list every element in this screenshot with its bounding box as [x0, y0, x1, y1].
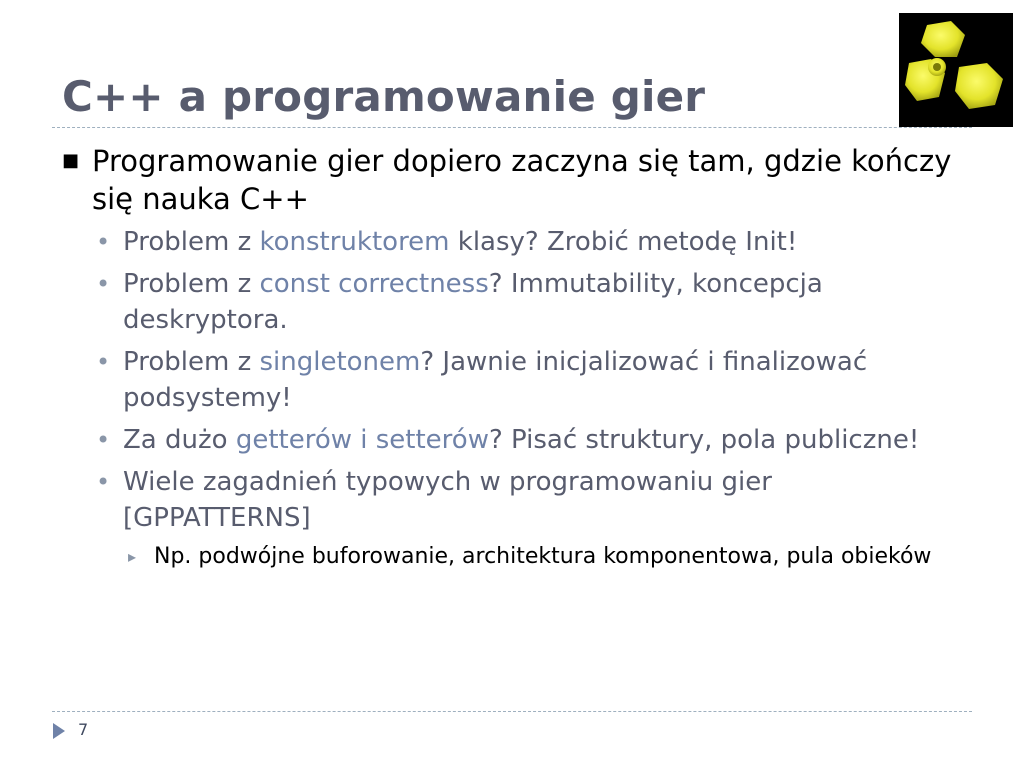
- dot-bullet-icon: •: [96, 228, 111, 256]
- highlighted-term: const correctness: [259, 269, 489, 299]
- dot-bullet-icon: •: [96, 426, 111, 454]
- main-bullet-text: Programowanie gier dopiero zaczyna się tam, gdzie kończy się nauka C++: [92, 144, 952, 216]
- sub-bullet-text: Wiele zagadnień typowych w programowaniu gier [GPPATTERNS]: [123, 467, 772, 533]
- highlighted-term: konstruktorem: [259, 227, 450, 257]
- sub-bullet-text: Problem z: [123, 227, 260, 257]
- highlighted-term: getterów i setterów: [235, 425, 489, 455]
- highlighted-term: singletonem: [259, 347, 421, 377]
- slide-title: C++ a programowanie gier: [62, 72, 706, 121]
- sub-bullet-text: ? Jawnie inicjalizować i finalizować podsystemy!: [123, 347, 868, 413]
- sub-bullet-text: Problem z: [123, 347, 260, 377]
- title-divider: [52, 127, 972, 128]
- slide-body: [62, 142, 962, 572]
- page-number: 7: [78, 720, 89, 739]
- sub-bullet: [62, 266, 962, 338]
- subsub-bullet: [62, 542, 962, 572]
- sub-bullet-text: ? Pisać struktury, pola publiczne!: [488, 425, 920, 455]
- sub-bullet-text: ? Immutability, koncepcja deskryptora.: [123, 269, 823, 335]
- dot-bullet-icon: •: [96, 468, 111, 496]
- dot-bullet-icon: •: [96, 348, 111, 376]
- main-bullet: [62, 142, 962, 218]
- sub-bullet: [62, 464, 962, 536]
- square-bullet-icon: ■: [62, 150, 80, 171]
- sub-bullet: [62, 224, 962, 260]
- logo-icon: [899, 13, 1013, 127]
- footer-divider: [52, 711, 972, 712]
- subsub-bullet-text: Np. podwójne buforowanie, architektura komponentowa, pula obieków: [154, 544, 932, 569]
- sub-bullet: [62, 422, 962, 458]
- triangle-right-icon: [52, 722, 66, 744]
- dot-bullet-icon: •: [96, 270, 111, 298]
- sub-bullet-text: klasy? Zrobić metodę Init!: [449, 227, 798, 257]
- arrow-bullet-icon: ▸: [128, 547, 137, 566]
- sub-bullet-text: Za dużo: [123, 425, 236, 455]
- sub-bullet-text: Problem z: [123, 269, 260, 299]
- sub-bullet: [62, 344, 962, 416]
